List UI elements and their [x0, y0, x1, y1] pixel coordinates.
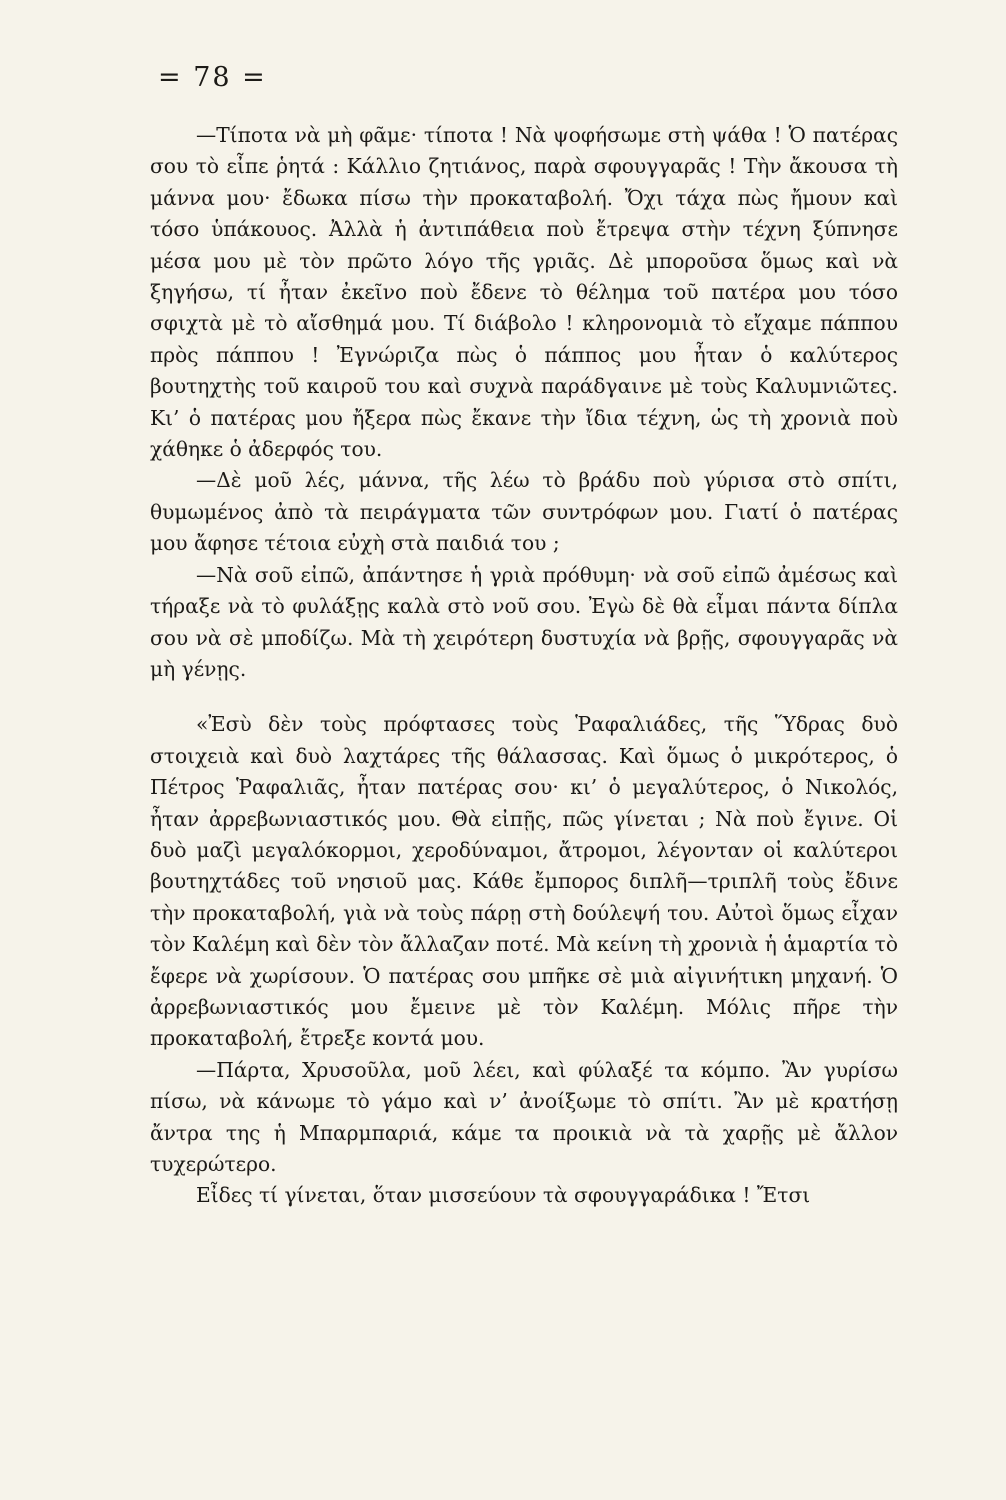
paragraph: —Δὲ μοῦ λές, μάννα, τῆς λέω τὸ βράδυ ποὺ γύρισα στὸ σπίτι, θυμωμένος ἀπὸ τὰ πειράγματα τῶν συντρόφων μου. Γιατί ὁ πατέρας μου ἄφησε τέτοια εὐχὴ στὰ παιδιά του ; — [150, 468, 898, 556]
paragraph: —Πάρτα, Χρυσοῦλα, μοῦ λέει, καὶ φύλαξέ τα κόμπο. Ἂν γυρίσω πίσω, νὰ κάνωμε τὸ γάμο καὶ ν’ ἀνοίξωμε τὸ σπίτι. Ἂν μὲ κρατήσῃ ἄντρα της ἡ Μπαρμπαριά, κάμε τα προικιὰ νὰ τὰ χαρῇς μὲ ἄλλον τυχερώτερο. — [150, 1057, 898, 1176]
paragraph: —Τίποτα νὰ μὴ φᾶμε· τίποτα ! Νὰ ψοφήσωμε στὴ ψάθα ! Ὁ πατέρας σου τὸ εἶπε ῥητά : Κάλλιο ζητιάνος, παρὰ σφουγγαρᾶς ! Τὴν ἄκουσα τὴ μάννα μου· ἔδωκα πίσω τὴν προκαταβολή. Ὄχι τάχα πὼς ἤμουν καὶ τόσο ὑπάκουος. Ἀλλὰ ἡ ἀντιπάθεια ποὺ ἔτρεψα στὴν τέχνη ξύπνησε μέσα μου μὲ τὸν πρῶτο λόγο τῆς γριᾶς. Δὲ μποροῦσα ὅμως καὶ νὰ ξηγήσω, τί ἦταν ἐκεῖνο ποὺ ἔδενε τὸ θέλημα τοῦ πατέρα μου τόσο σφιχτὰ μὲ τὸ αἴσθημά μου. Τί διάβολο ! κληρονομιὰ τὸ εἴχαμε πάππου πρὸς πάππου ! Ἐγνώριζα πὼς ὁ πάππος μου ἦταν ὁ καλύτερος βουτηχτὴς τοῦ καιροῦ του καὶ συχνὰ παράδγαινε μὲ τοὺς Καλυμνιῶτες. Κι’ ὁ πατέρας μου ἤξερα πὼς ἔκανε τὴν ἴδια τέχνη, ὡς τὴ χρονιὰ ποὺ χάθηκε ὁ ἀδερφός του. — [150, 123, 898, 462]
paragraph: —Νὰ σοῦ εἰπῶ, ἀπάντησε ἡ γριὰ πρόθυμη· νὰ σοῦ εἰπῶ ἀμέσως καὶ τήραξε νὰ τὸ φυλάξῃς καλὰ στὸ νοῦ σου. Ἐγὼ δὲ θὰ εἶμαι πάντα δίπλα σου νὰ σὲ μποδίζω. Μὰ τὴ χειρότερη δυστυχία νὰ βρῇς, σφουγγαρᾶς νὰ μὴ γένῃς. — [150, 562, 898, 681]
body-text — [150, 120, 898, 1212]
paragraph: «Ἐσὺ δὲν τοὺς πρόφτασες τοὺς Ῥαφαλιάδες, τῆς Ὕδρας δυὸ στοιχειὰ καὶ δυὸ λαχτάρες τῆς θάλασσας. Καὶ ὅμως ὁ μικρότερος, ὁ Πέτρος Ῥαφαλιᾶς, ἦταν πατέρας σου· κι’ ὁ μεγαλύτερος, ὁ Νικολός, ἦταν ἀρρεβωνιαστικός μου. Θὰ εἰπῇς, πῶς γίνεται ; Νὰ ποὺ ἔγινε. Οἱ δυὸ μαζὶ μεγαλόκορμοι, χεροδύναμοι, ἄτρομοι, λέγονταν οἱ καλύτεροι βουτηχτάδες τοῦ νησιοῦ μας. Κάθε ἔμπορος διπλῆ—τριπλῆ τοὺς ἔδινε τὴν προκαταβολή, γιὰ νὰ τοὺς πάρῃ στὴ δούλεψή του. Αὐτοὶ ὅμως εἶχαν τὸν Καλέμη καὶ δὲν τὸν ἄλλαζαν ποτέ. Μὰ κείνη τὴ χρονιὰ ἡ ἁμαρτία τὸ ἔφερε νὰ χωρίσουν. Ὁ πατέρας σου μπῆκε σὲ μιὰ αἰγινήτικη μηχανή. Ὁ ἀρρεβωνιαστικός μου ἔμεινε μὲ τὸν Καλέμη. Μόλις πῆρε τὴν προκαταβολή, ἔτρεξε κοντά μου. — [150, 712, 898, 1051]
page-number: = 78 = — [158, 62, 267, 93]
paragraph: Εἶδες τί γίνεται, ὅταν μισσεύουν τὰ σφουγγαράδικα ! Ἔτσι — [196, 1183, 811, 1208]
